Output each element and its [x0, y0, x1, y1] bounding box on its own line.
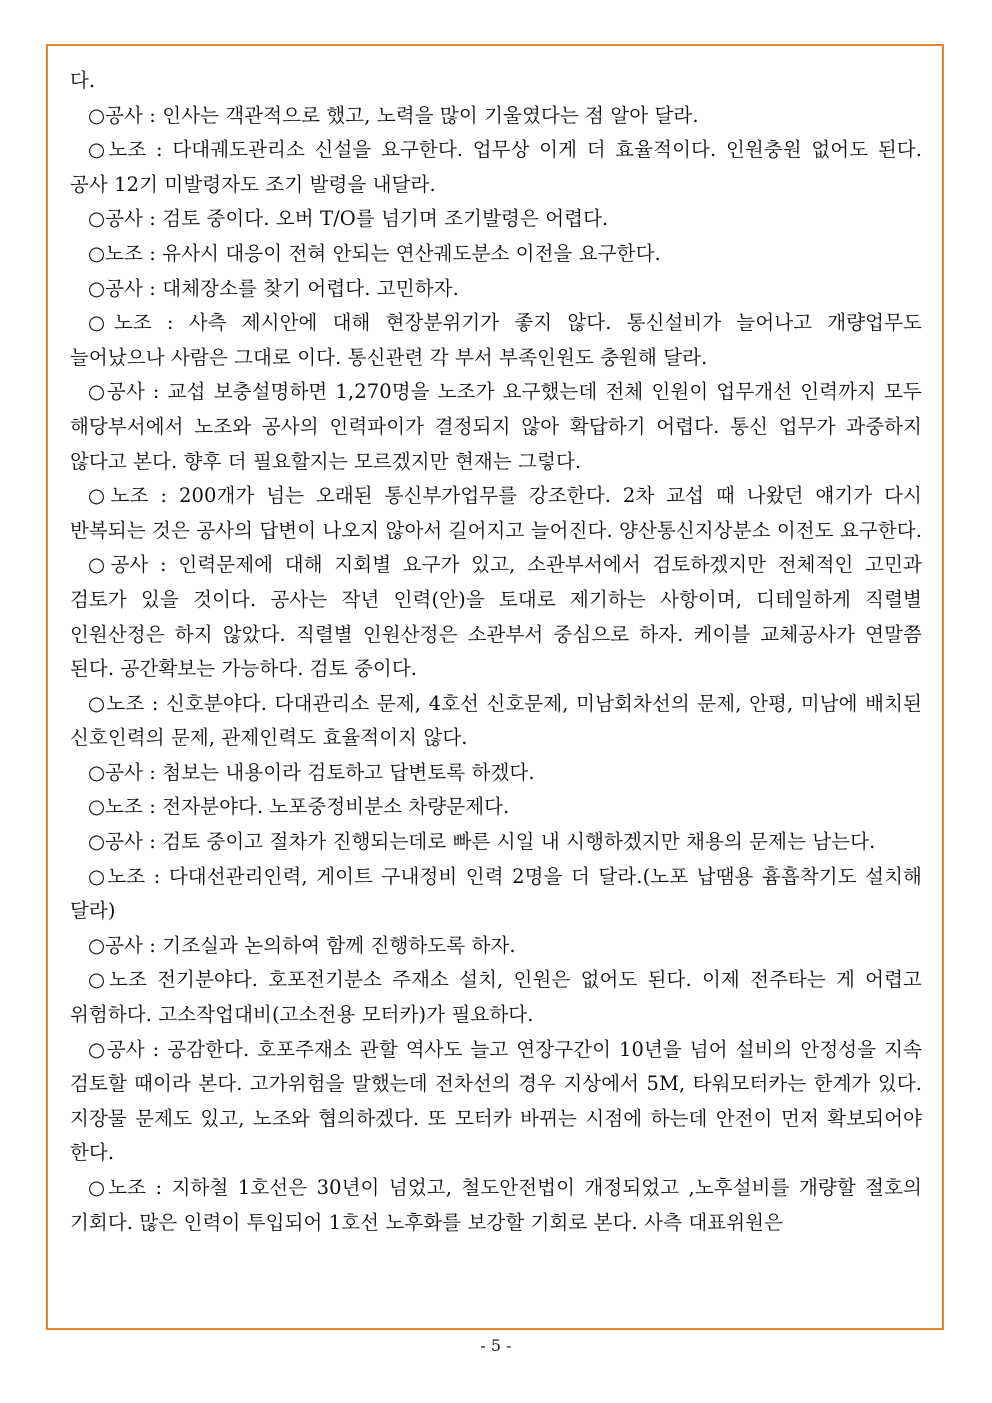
paragraph: ○공사 : 인력문제에 대해 지회별 요구가 있고, 소관부서에서 검토하겠지만 전체적인 고민과 검토가 있을 것이다. 공사는 작년 인력(안)을 토대로 제기하는 사항이며, 디테일하게 직렬별 인원산정은 하지 않았다. 직렬별 인원산정은 소관부서 중심으로 하자. 케이블 교체공사가 연말쯤 된다. 공간확보는 가능하다. 검토 중이다.	[70, 553, 922, 681]
paragraph: ○공사 : 공감한다. 호포주재소 관할 역사도 늘고 연장구간이 10년을 넘어 설비의 안정성을 지속 검토할 때이라 본다. 고가위험을 말했는데 전차선의 경우 지상에서 5M, 타워모터카는 한계가 있다. 지장물 문제도 있고, 노조와 협의하겠다. 또 모터카 바뀌는 시점에 하는데 안전이 먼저 확보되어야 한다.	[70, 1037, 922, 1165]
paragraph: ○공사 : 검토 중이고 절차가 진행되는데로 빠른 시일 내 시행하겠지만 채용의 문제는 남는다.	[88, 830, 876, 854]
paragraph: ○공사 : 기조실과 논의하여 함께 진행하도록 하자.	[88, 933, 516, 957]
paragraph: ○노조 : 신호분야다. 다대관리소 문제, 4호선 신호문제, 미남회차선의 문제, 안평, 미남에 배치된 신호인력의 문제, 관제인력도 효율적이지 않다.	[70, 691, 922, 750]
paragraph: ○공사 : 대체장소를 찾기 어렵다. 고민하자.	[88, 276, 459, 300]
paragraph: ○공사 : 검토 중이다. 오버 T/O를 넘기며 조기발령은 어렵다.	[88, 207, 609, 231]
paragraph: ○노조 전기분야다. 호포전기분소 주재소 설치, 인원은 없어도 된다. 이제 전주타는 게 어렵고 위험하다. 고소작업대비(고소전용 모터카)가 필요하다.	[70, 968, 922, 1027]
paragraph: ○노조 : 지하철 1호선은 30년이 넘었고, 철도안전법이 개정되었고 ,노후설비를 개량할 절호의 기회다. 많은 인력이 투입되어 1호선 노후화를 보강할 기회로 본다. 사측 대표위원은	[70, 1176, 922, 1234]
paragraph: ○노조 : 전자분야다. 노포중정비분소 차량문제다.	[88, 795, 510, 819]
paragraph: ○공사 : 첨보는 내용이라 검토하고 답변토록 하겠다.	[88, 760, 535, 784]
paragraph: ○노조 : 사측 제시안에 대해 현장분위기가 좋지 않다. 통신설비가 늘어나고 개량업무도 늘어났으나 사람은 그대로 이다. 통신관련 각 부서 부족인원도 충원해 달라.	[70, 311, 922, 369]
paragraph: ○노조 : 다대선관리인력, 게이트 구내정비 인력 2명을 더 달라.(노포 납땜용 흄흡착기도 설치해 달라)	[70, 864, 922, 923]
paragraph: ○공사 : 인사는 객관적으로 했고, 노력을 많이 기울였다는 점 알아 달라.	[88, 103, 699, 127]
page-number: - 5 -	[480, 1336, 512, 1355]
paragraph: ○노조 : 200개가 넘는 오래된 통신부가업무를 강조한다. 2차 교섭 때 나왔던 얘기가 다시 반복되는 것은 공사의 답변이 나오지 않아서 길어지고 늘어진다. 양산통신지상분소 이전도 요구한다.	[70, 484, 922, 542]
paragraph: ○공사 : 교섭 보충설명하면 1,270명을 노조가 요구했는데 전체 인원이 업무개선 인력까지 모두 해당부서에서 노조와 공사의 인력파이가 결정되지 않아 확답하기 어렵다. 통신 업무가 과중하지 않다고 본다. 향후 더 필요할지는 모르겠지만 현재는 그렇다.	[70, 380, 922, 473]
paragraph: ○노조 : 다대궤도관리소 신설을 요구한다. 업무상 이게 더 효율적이다. 인원충원 없어도 된다. 공사 12기 미발령자도 조기 발령을 내달라.	[70, 138, 922, 196]
document-body	[70, 64, 922, 1240]
paragraph: 다.	[70, 69, 96, 92]
paragraph: ○노조 : 유사시 대응이 전혀 안되는 연산궤도분소 이전을 요구한다.	[88, 241, 661, 265]
